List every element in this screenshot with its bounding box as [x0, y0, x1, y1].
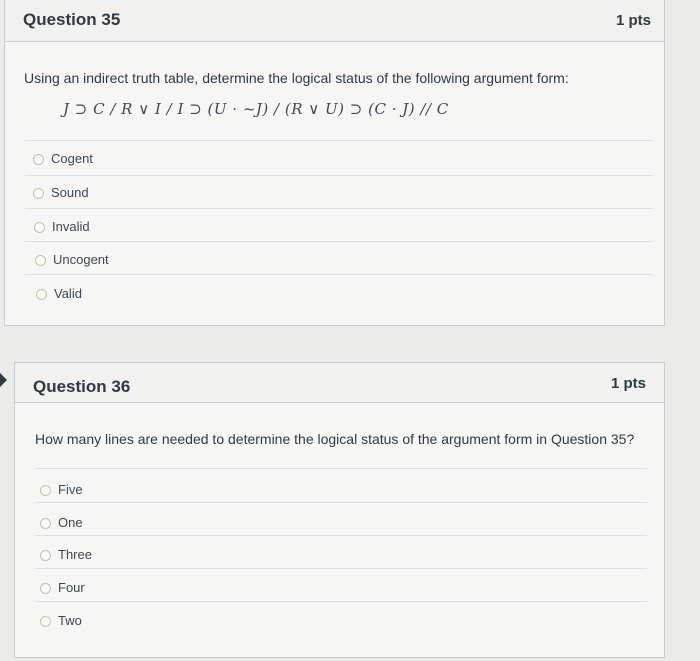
answer-label: Cogent — [51, 151, 93, 166]
radio-button[interactable] — [40, 550, 51, 561]
question-35-card — [4, 0, 665, 326]
answer-label: One — [58, 515, 83, 530]
question-35-header — [5, 0, 664, 42]
answer-label: Three — [58, 547, 92, 562]
divider — [35, 601, 647, 602]
answer-label: Four — [58, 580, 85, 595]
divider — [35, 535, 647, 536]
radio-button[interactable] — [33, 188, 44, 199]
radio-button[interactable] — [40, 485, 51, 496]
divider — [25, 241, 653, 242]
answer-label: Valid — [54, 286, 82, 301]
question-35-title: Question 35 — [23, 10, 121, 29]
divider — [35, 468, 647, 469]
answer-label: Uncogent — [53, 252, 109, 267]
radio-button[interactable] — [40, 616, 51, 627]
divider — [25, 175, 653, 176]
question-36-points: 1 pts — [610, 375, 646, 392]
radio-button[interactable] — [40, 583, 51, 594]
radio-button[interactable] — [35, 255, 46, 266]
divider — [35, 568, 647, 569]
answer-label: Invalid — [52, 219, 90, 234]
divider — [25, 208, 653, 209]
divider — [25, 274, 653, 275]
question-36-prompt: How many lines are needed to determine the logical status of the argument form in Question 35? — [35, 431, 635, 447]
question-36-header — [15, 363, 664, 403]
answer-label: Sound — [51, 185, 89, 200]
radio-button[interactable] — [40, 518, 51, 529]
answer-label: Five — [58, 482, 83, 497]
answer-label: Two — [58, 613, 82, 628]
radio-button[interactable] — [33, 154, 44, 165]
question-36-title: Question 36 — [33, 377, 131, 396]
divider — [35, 502, 647, 503]
current-question-arrow-icon — [0, 373, 7, 387]
question-35-prompt: Using an indirect truth table, determine the logical status of the following argument form: — [24, 70, 569, 86]
question-35-points: 1 pts — [615, 12, 651, 29]
question-35-formula: J ⊃ C / R ∨ I / I ⊃ (U · ~J) / (R ∨ U) ⊃ (C · J) // C — [63, 100, 449, 118]
radio-button[interactable] — [34, 222, 45, 233]
question-36-card — [14, 362, 665, 658]
divider — [25, 140, 653, 141]
radio-button[interactable] — [36, 289, 47, 300]
